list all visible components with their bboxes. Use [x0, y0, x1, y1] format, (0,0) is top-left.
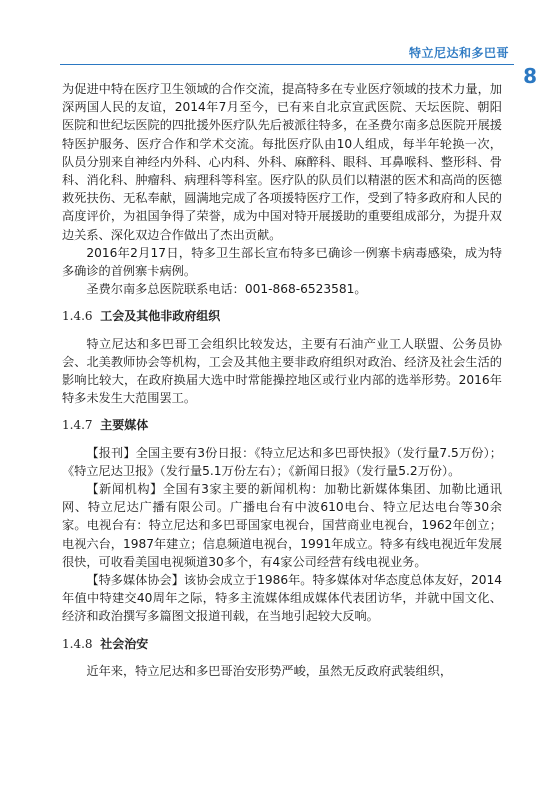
- section-number: 1.4.6: [62, 309, 93, 324]
- section-heading-1-4-8: [62, 635, 502, 653]
- paragraph-media-association: 【特多媒体协会】该协会成立于1986年。特多媒体对华态度总体友好，2014年值中特建交40周年之际，特多主流媒体组成媒体代表团访华，并就中国文化、经济和政治撰写多篇图文报道刊载，在当地引起较大反响。: [62, 573, 502, 624]
- paragraph-newspapers: 【报刊】全国主要有3份日报：《特立尼达和多巴哥快报》（发行量7.5万份）；《特立尼达卫报》（发行量5.1万份左右）；《新闻日报》（发行量5.2万份）。: [62, 445, 502, 478]
- page-body: [62, 80, 502, 680]
- paragraph-unions: 特立尼达和多巴哥工会组织比较发达，主要有石油产业工人联盟、公务员协会、北美教师协会等机构，工会及其他主要非政府组织对政治、经济及社会生活的影响比较大，在政府换届大选中时常能操控地区或行业内部的选举形势。2016年特多未发生大范围罢工。: [62, 336, 502, 406]
- section-title: 社会治安: [100, 636, 149, 651]
- section-number: 1.4.7: [62, 418, 93, 433]
- section-heading-1-4-6: [62, 307, 502, 325]
- section-number: 1.4.8: [62, 636, 93, 651]
- section-title: 主要媒体: [100, 418, 149, 433]
- page-header: [0, 40, 559, 66]
- paragraph-medical-cooperation: 为促进中特在医疗卫生领域的合作交流，提高特多在专业医疗领域的技术力量，加深两国人民的友谊，2014年7月至今，已有来自北京宣武医院、天坛医院、朝阳医院和世纪坛医院的四批援外医疗队先后被派往特多，在圣费尔南多总医院开展援特医护服务、医疗合作和学术交流。每批医疗队由10人组成，每半年轮换一次，队员分别来自神经内外科、心内科、外科、麻醉科、眼科、耳鼻喉科、整形科、骨科、消化科、肿瘤科、病理科等科室。医疗队的队员们以精湛的医术和高尚的医德救死扶伤、无私奉献，圆满地完成了各项援特医疗工作，受到了特多政府和人民的高度评价，为祖国争得了荣誉，成为中国对特开展援助的重要组成部分，为提升双边关系、深化双边合作做出了杰出贡献。: [62, 82, 502, 242]
- paragraph-public-security: 近年来，特立尼达和多巴哥治安形势严峻，虽然无反政府武装组织，: [86, 663, 453, 678]
- running-head: 特立尼达和多巴哥: [408, 46, 509, 60]
- paragraph-zika: 2016年2月17日，特多卫生部长宣布特多已确诊一例寨卡病毒感染，成为特多确诊的首例寨卡病例。: [62, 245, 502, 279]
- section-title: 工会及其他非政府组织: [100, 309, 221, 324]
- page-number: 8: [523, 64, 537, 88]
- paragraph-news-agencies: 【新闻机构】全国有3家主要的新闻机构：加勒比新媒体集团、加勒比通讯网、特立尼达广播有限公司。广播电台有中波610电台、特立尼达电台等30余家。电视台有：特立尼达和多巴哥国家电视台，国营商业电视台，1962年创立；电视六台，1987年建立；信息频道电视台，1991年成立。特多有线电视近年发展很快，可收看美国电视频道30多个，有4家公司经营有线电视业务。: [62, 482, 502, 569]
- section-heading-1-4-7: [62, 416, 502, 434]
- header-rule: [60, 64, 514, 65]
- paragraph-hospital-phone: 圣费尔南多总医院联系电话：001-868-6523581。: [86, 282, 367, 297]
